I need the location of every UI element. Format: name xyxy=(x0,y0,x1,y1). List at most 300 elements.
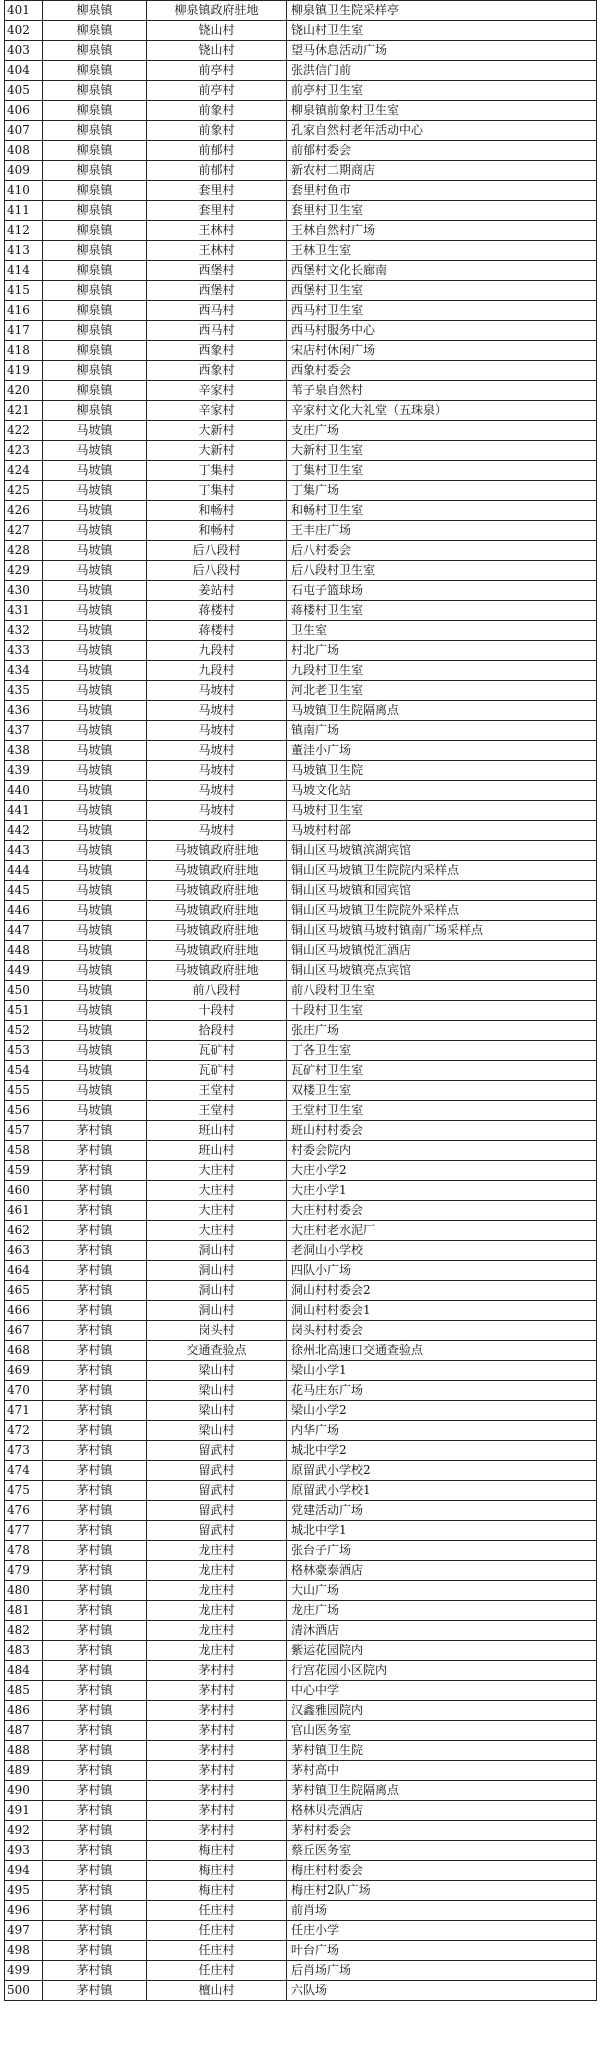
site-cell: 苇子泉自然村 xyxy=(287,381,597,401)
table-row xyxy=(5,1901,597,1921)
row-number: 414 xyxy=(5,261,43,281)
row-number: 458 xyxy=(5,1141,43,1161)
table-row xyxy=(5,1581,597,1601)
town-cell: 马坡镇 xyxy=(43,921,147,941)
table-row xyxy=(5,1441,597,1461)
village-cell: 茅村村 xyxy=(147,1721,287,1741)
site-cell: 大庄小学2 xyxy=(287,1161,597,1181)
site-cell: 叶台广场 xyxy=(287,1941,597,1961)
row-number: 415 xyxy=(5,281,43,301)
table-row xyxy=(5,1081,597,1101)
table-row xyxy=(5,201,597,221)
row-number: 431 xyxy=(5,601,43,621)
site-cell: 宋店村休闲广场 xyxy=(287,341,597,361)
site-cell: 六队场 xyxy=(287,1981,597,2001)
site-cell: 紫运花园院内 xyxy=(287,1641,597,1661)
table-row xyxy=(5,721,597,741)
town-cell: 马坡镇 xyxy=(43,661,147,681)
village-cell: 任庄村 xyxy=(147,1941,287,1961)
row-number: 402 xyxy=(5,21,43,41)
town-cell: 茅村镇 xyxy=(43,1461,147,1481)
site-cell: 蒋楼村卫生室 xyxy=(287,601,597,621)
village-cell: 茅村村 xyxy=(147,1761,287,1781)
village-cell: 大庄村 xyxy=(147,1221,287,1241)
table-row xyxy=(5,661,597,681)
town-cell: 茅村镇 xyxy=(43,1661,147,1681)
village-cell: 梅庄村 xyxy=(147,1881,287,1901)
row-number: 442 xyxy=(5,821,43,841)
town-cell: 柳泉镇 xyxy=(43,21,147,41)
table-row xyxy=(5,681,597,701)
table-row xyxy=(5,1021,597,1041)
town-cell: 茅村镇 xyxy=(43,1521,147,1541)
village-cell: 马坡镇政府驻地 xyxy=(147,861,287,881)
town-cell: 马坡镇 xyxy=(43,761,147,781)
village-cell: 十段村 xyxy=(147,1001,287,1021)
town-cell: 柳泉镇 xyxy=(43,1,147,21)
row-number: 452 xyxy=(5,1021,43,1041)
table-row xyxy=(5,61,597,81)
table-row xyxy=(5,1,597,21)
town-cell: 柳泉镇 xyxy=(43,161,147,181)
site-cell: 内华广场 xyxy=(287,1421,597,1441)
town-cell: 马坡镇 xyxy=(43,581,147,601)
table-row xyxy=(5,1181,597,1201)
town-cell: 柳泉镇 xyxy=(43,221,147,241)
table-row xyxy=(5,1041,597,1061)
table-row xyxy=(5,541,597,561)
row-number: 493 xyxy=(5,1841,43,1861)
site-cell: 城北中学1 xyxy=(287,1521,597,1541)
village-cell: 套里村 xyxy=(147,181,287,201)
village-cell: 马坡村 xyxy=(147,741,287,761)
village-cell: 拾段村 xyxy=(147,1021,287,1041)
town-cell: 柳泉镇 xyxy=(43,381,147,401)
village-cell: 后八段村 xyxy=(147,541,287,561)
table-row xyxy=(5,861,597,881)
site-cell: 梁山小学2 xyxy=(287,1401,597,1421)
row-number: 487 xyxy=(5,1721,43,1741)
row-number: 426 xyxy=(5,501,43,521)
town-cell: 茅村镇 xyxy=(43,1381,147,1401)
village-cell: 丁集村 xyxy=(147,481,287,501)
village-cell: 马坡村 xyxy=(147,701,287,721)
row-number: 479 xyxy=(5,1561,43,1581)
village-cell: 茅村村 xyxy=(147,1741,287,1761)
town-cell: 茅村镇 xyxy=(43,1801,147,1821)
table-row xyxy=(5,1921,597,1941)
table-row xyxy=(5,81,597,101)
row-number: 472 xyxy=(5,1421,43,1441)
row-number: 403 xyxy=(5,41,43,61)
row-number: 421 xyxy=(5,401,43,421)
row-number: 429 xyxy=(5,561,43,581)
table-row xyxy=(5,801,597,821)
table-row xyxy=(5,1841,597,1861)
table-row xyxy=(5,1061,597,1081)
row-number: 411 xyxy=(5,201,43,221)
village-cell: 丁集村 xyxy=(147,461,287,481)
village-cell: 龙庄村 xyxy=(147,1621,287,1641)
row-number: 482 xyxy=(5,1621,43,1641)
site-cell: 铙山村卫生室 xyxy=(287,21,597,41)
town-cell: 柳泉镇 xyxy=(43,181,147,201)
site-cell: 龙庄广场 xyxy=(287,1601,597,1621)
village-cell: 大庄村 xyxy=(147,1201,287,1221)
town-cell: 茅村镇 xyxy=(43,1281,147,1301)
row-number: 477 xyxy=(5,1521,43,1541)
table-row xyxy=(5,1401,597,1421)
table-row xyxy=(5,401,597,421)
site-cell: 格林贝壳酒店 xyxy=(287,1801,597,1821)
row-number: 467 xyxy=(5,1321,43,1341)
village-cell: 留武村 xyxy=(147,1441,287,1461)
town-cell: 茅村镇 xyxy=(43,1941,147,1961)
site-cell: 党建活动广场 xyxy=(287,1501,597,1521)
table-row xyxy=(5,1341,597,1361)
site-cell: 大山广场 xyxy=(287,1581,597,1601)
town-cell: 柳泉镇 xyxy=(43,101,147,121)
table-row xyxy=(5,1221,597,1241)
table-row xyxy=(5,461,597,481)
table-row xyxy=(5,581,597,601)
town-cell: 茅村镇 xyxy=(43,1321,147,1341)
row-number: 464 xyxy=(5,1261,43,1281)
table-row xyxy=(5,881,597,901)
village-cell: 后八段村 xyxy=(147,561,287,581)
site-cell: 瓦矿村卫生室 xyxy=(287,1061,597,1081)
site-cell: 茅村镇卫生院隔离点 xyxy=(287,1781,597,1801)
town-cell: 茅村镇 xyxy=(43,1761,147,1781)
row-number: 446 xyxy=(5,901,43,921)
town-cell: 马坡镇 xyxy=(43,441,147,461)
town-cell: 茅村镇 xyxy=(43,1541,147,1561)
table-row xyxy=(5,901,597,921)
row-number: 496 xyxy=(5,1901,43,1921)
table-row xyxy=(5,1861,597,1881)
table-row xyxy=(5,441,597,461)
row-number: 401 xyxy=(5,1,43,21)
town-cell: 茅村镇 xyxy=(43,1201,147,1221)
table-row xyxy=(5,1101,597,1121)
table-row xyxy=(5,601,597,621)
site-cell: 辛家村文化大礼堂（五珠泉） xyxy=(287,401,597,421)
site-cell: 四队小广场 xyxy=(287,1261,597,1281)
table-row xyxy=(5,1521,597,1541)
town-cell: 马坡镇 xyxy=(43,641,147,661)
site-cell: 王林自然村广场 xyxy=(287,221,597,241)
town-cell: 茅村镇 xyxy=(43,1221,147,1241)
site-cell: 茅村高中 xyxy=(287,1761,597,1781)
town-cell: 茅村镇 xyxy=(43,1861,147,1881)
table-row xyxy=(5,1641,597,1661)
site-cell: 镇南广场 xyxy=(287,721,597,741)
village-cell: 茅村村 xyxy=(147,1821,287,1841)
site-cell: 洞山村村委会1 xyxy=(287,1301,597,1321)
town-cell: 马坡镇 xyxy=(43,421,147,441)
town-cell: 茅村镇 xyxy=(43,1261,147,1281)
village-cell: 洞山村 xyxy=(147,1241,287,1261)
row-number: 449 xyxy=(5,961,43,981)
town-cell: 茅村镇 xyxy=(43,1601,147,1621)
row-number: 486 xyxy=(5,1701,43,1721)
site-cell: 村委会院内 xyxy=(287,1141,597,1161)
row-number: 412 xyxy=(5,221,43,241)
town-cell: 茅村镇 xyxy=(43,1921,147,1941)
town-cell: 柳泉镇 xyxy=(43,301,147,321)
table-row xyxy=(5,1501,597,1521)
site-cell: 张洪信门前 xyxy=(287,61,597,81)
site-cell: 城北中学2 xyxy=(287,1441,597,1461)
table-row xyxy=(5,921,597,941)
town-cell: 马坡镇 xyxy=(43,861,147,881)
site-cell: 后肖场广场 xyxy=(287,1961,597,1981)
village-cell: 檀山村 xyxy=(147,1981,287,2001)
town-cell: 马坡镇 xyxy=(43,601,147,621)
village-cell: 辛家村 xyxy=(147,381,287,401)
village-cell: 西堡村 xyxy=(147,261,287,281)
row-number: 484 xyxy=(5,1661,43,1681)
town-cell: 马坡镇 xyxy=(43,1081,147,1101)
village-cell: 前郁村 xyxy=(147,141,287,161)
town-cell: 茅村镇 xyxy=(43,1821,147,1841)
row-number: 485 xyxy=(5,1681,43,1701)
village-cell: 留武村 xyxy=(147,1481,287,1501)
town-cell: 马坡镇 xyxy=(43,821,147,841)
village-cell: 王堂村 xyxy=(147,1081,287,1101)
town-cell: 柳泉镇 xyxy=(43,241,147,261)
site-cell: 前肖场 xyxy=(287,1901,597,1921)
village-cell: 马坡村 xyxy=(147,801,287,821)
village-cell: 王林村 xyxy=(147,241,287,261)
village-cell: 西象村 xyxy=(147,361,287,381)
table-row xyxy=(5,1161,597,1181)
village-cell: 留武村 xyxy=(147,1501,287,1521)
row-number: 427 xyxy=(5,521,43,541)
village-cell: 铙山村 xyxy=(147,21,287,41)
table-row xyxy=(5,841,597,861)
town-cell: 茅村镇 xyxy=(43,1901,147,1921)
village-cell: 马坡村 xyxy=(147,821,287,841)
row-number: 423 xyxy=(5,441,43,461)
table-row xyxy=(5,341,597,361)
town-cell: 茅村镇 xyxy=(43,1341,147,1361)
row-number: 468 xyxy=(5,1341,43,1361)
village-cell: 西马村 xyxy=(147,301,287,321)
table-row xyxy=(5,821,597,841)
row-number: 451 xyxy=(5,1001,43,1021)
table-row xyxy=(5,161,597,181)
row-number: 434 xyxy=(5,661,43,681)
village-cell: 岗头村 xyxy=(147,1321,287,1341)
site-cell: 铜山区马坡镇亮点宾馆 xyxy=(287,961,597,981)
village-cell: 西马村 xyxy=(147,321,287,341)
site-cell: 老洞山小学校 xyxy=(287,1241,597,1261)
row-number: 459 xyxy=(5,1161,43,1181)
table-row xyxy=(5,1761,597,1781)
town-cell: 马坡镇 xyxy=(43,721,147,741)
town-cell: 马坡镇 xyxy=(43,901,147,921)
table-row xyxy=(5,781,597,801)
village-cell: 龙庄村 xyxy=(147,1541,287,1561)
village-cell: 马坡村 xyxy=(147,681,287,701)
table-row xyxy=(5,701,597,721)
table-row xyxy=(5,141,597,161)
village-cell: 梅庄村 xyxy=(147,1861,287,1881)
town-cell: 马坡镇 xyxy=(43,941,147,961)
town-cell: 马坡镇 xyxy=(43,561,147,581)
site-cell: 马坡镇卫生院 xyxy=(287,761,597,781)
row-number: 492 xyxy=(5,1821,43,1841)
row-number: 441 xyxy=(5,801,43,821)
row-number: 416 xyxy=(5,301,43,321)
village-cell: 留武村 xyxy=(147,1461,287,1481)
village-cell: 前象村 xyxy=(147,121,287,141)
table-row xyxy=(5,1241,597,1261)
village-cell: 茅村村 xyxy=(147,1661,287,1681)
village-cell: 洞山村 xyxy=(147,1281,287,1301)
town-cell: 茅村镇 xyxy=(43,1621,147,1641)
row-number: 422 xyxy=(5,421,43,441)
town-cell: 马坡镇 xyxy=(43,741,147,761)
town-cell: 马坡镇 xyxy=(43,521,147,541)
village-cell: 前亭村 xyxy=(147,81,287,101)
town-cell: 茅村镇 xyxy=(43,1501,147,1521)
village-cell: 梁山村 xyxy=(147,1421,287,1441)
village-cell: 龙庄村 xyxy=(147,1601,287,1621)
site-cell: 原留武小学校1 xyxy=(287,1481,597,1501)
site-cell: 西堡村文化长廊南 xyxy=(287,261,597,281)
village-cell: 马坡镇政府驻地 xyxy=(147,841,287,861)
town-cell: 柳泉镇 xyxy=(43,281,147,301)
town-cell: 马坡镇 xyxy=(43,841,147,861)
site-cell: 柳泉镇卫生院采样亭 xyxy=(287,1,597,21)
row-number: 404 xyxy=(5,61,43,81)
row-number: 450 xyxy=(5,981,43,1001)
site-cell: 后八段村卫生室 xyxy=(287,561,597,581)
town-cell: 茅村镇 xyxy=(43,1181,147,1201)
village-cell: 大庄村 xyxy=(147,1161,287,1181)
village-cell: 茅村村 xyxy=(147,1781,287,1801)
table-row xyxy=(5,981,597,1001)
village-cell: 任庄村 xyxy=(147,1961,287,1981)
row-number: 444 xyxy=(5,861,43,881)
town-cell: 马坡镇 xyxy=(43,801,147,821)
town-cell: 茅村镇 xyxy=(43,1881,147,1901)
site-cell: 中心中学 xyxy=(287,1681,597,1701)
village-cell: 洞山村 xyxy=(147,1301,287,1321)
town-cell: 茅村镇 xyxy=(43,1161,147,1181)
town-cell: 柳泉镇 xyxy=(43,401,147,421)
site-cell: 王堂村卫生室 xyxy=(287,1101,597,1121)
village-cell: 龙庄村 xyxy=(147,1641,287,1661)
table-row xyxy=(5,1321,597,1341)
village-cell: 茅村村 xyxy=(147,1801,287,1821)
row-number: 455 xyxy=(5,1081,43,1101)
village-cell: 班山村 xyxy=(147,1121,287,1141)
table-row xyxy=(5,1201,597,1221)
village-cell: 马坡镇政府驻地 xyxy=(147,941,287,961)
town-cell: 马坡镇 xyxy=(43,981,147,1001)
town-cell: 柳泉镇 xyxy=(43,261,147,281)
village-cell: 大新村 xyxy=(147,441,287,461)
village-cell: 辛家村 xyxy=(147,401,287,421)
site-cell: 岗头村村委会 xyxy=(287,1321,597,1341)
table-row xyxy=(5,261,597,281)
row-number: 432 xyxy=(5,621,43,641)
row-number: 488 xyxy=(5,1741,43,1761)
town-cell: 马坡镇 xyxy=(43,681,147,701)
site-cell: 梅庄村村委会 xyxy=(287,1861,597,1881)
site-cell: 前亭村卫生室 xyxy=(287,81,597,101)
site-cell: 张庄广场 xyxy=(287,1021,597,1041)
site-cell: 董洼小广场 xyxy=(287,741,597,761)
town-cell: 马坡镇 xyxy=(43,961,147,981)
table-row xyxy=(5,1801,597,1821)
table-row xyxy=(5,1561,597,1581)
row-number: 457 xyxy=(5,1121,43,1141)
town-cell: 茅村镇 xyxy=(43,1681,147,1701)
village-cell: 班山村 xyxy=(147,1141,287,1161)
row-number: 448 xyxy=(5,941,43,961)
village-cell: 龙庄村 xyxy=(147,1581,287,1601)
site-cell: 西马村卫生室 xyxy=(287,301,597,321)
town-cell: 茅村镇 xyxy=(43,1241,147,1261)
table-row xyxy=(5,121,597,141)
table-row xyxy=(5,101,597,121)
row-number: 454 xyxy=(5,1061,43,1081)
site-cell: 汉鑫雅园院内 xyxy=(287,1701,597,1721)
village-cell: 铙山村 xyxy=(147,41,287,61)
site-cell: 梅庄村2队广场 xyxy=(287,1881,597,1901)
row-number: 466 xyxy=(5,1301,43,1321)
site-cell: 铜山区马坡镇卫生院院内采样点 xyxy=(287,861,597,881)
site-cell: 铜山区马坡镇卫生院院外采样点 xyxy=(287,901,597,921)
site-cell: 丁集村卫生室 xyxy=(287,461,597,481)
table-row xyxy=(5,1721,597,1741)
town-cell: 茅村镇 xyxy=(43,1141,147,1161)
village-cell: 套里村 xyxy=(147,201,287,221)
table-row xyxy=(5,321,597,341)
town-cell: 茅村镇 xyxy=(43,1401,147,1421)
site-cell: 西象村委会 xyxy=(287,361,597,381)
row-number: 481 xyxy=(5,1601,43,1621)
table-row xyxy=(5,361,597,381)
row-number: 469 xyxy=(5,1361,43,1381)
town-cell: 马坡镇 xyxy=(43,1021,147,1041)
table-row xyxy=(5,621,597,641)
table-row xyxy=(5,1961,597,1981)
site-cell: 后八村委会 xyxy=(287,541,597,561)
site-cell: 丁集广场 xyxy=(287,481,597,501)
table-row xyxy=(5,1381,597,1401)
town-cell: 茅村镇 xyxy=(43,1841,147,1861)
town-cell: 茅村镇 xyxy=(43,1961,147,1981)
village-cell: 大新村 xyxy=(147,421,287,441)
row-number: 417 xyxy=(5,321,43,341)
site-cell: 格林豪泰酒店 xyxy=(287,1561,597,1581)
village-cell: 梅庄村 xyxy=(147,1841,287,1861)
village-cell: 马坡镇政府驻地 xyxy=(147,961,287,981)
village-cell: 梁山村 xyxy=(147,1401,287,1421)
town-cell: 马坡镇 xyxy=(43,1041,147,1061)
table-row xyxy=(5,1821,597,1841)
row-number: 499 xyxy=(5,1961,43,1981)
site-cell: 大庄小学1 xyxy=(287,1181,597,1201)
town-cell: 茅村镇 xyxy=(43,1441,147,1461)
town-cell: 马坡镇 xyxy=(43,1001,147,1021)
site-cell: 铜山区马坡镇滨湖宾馆 xyxy=(287,841,597,861)
